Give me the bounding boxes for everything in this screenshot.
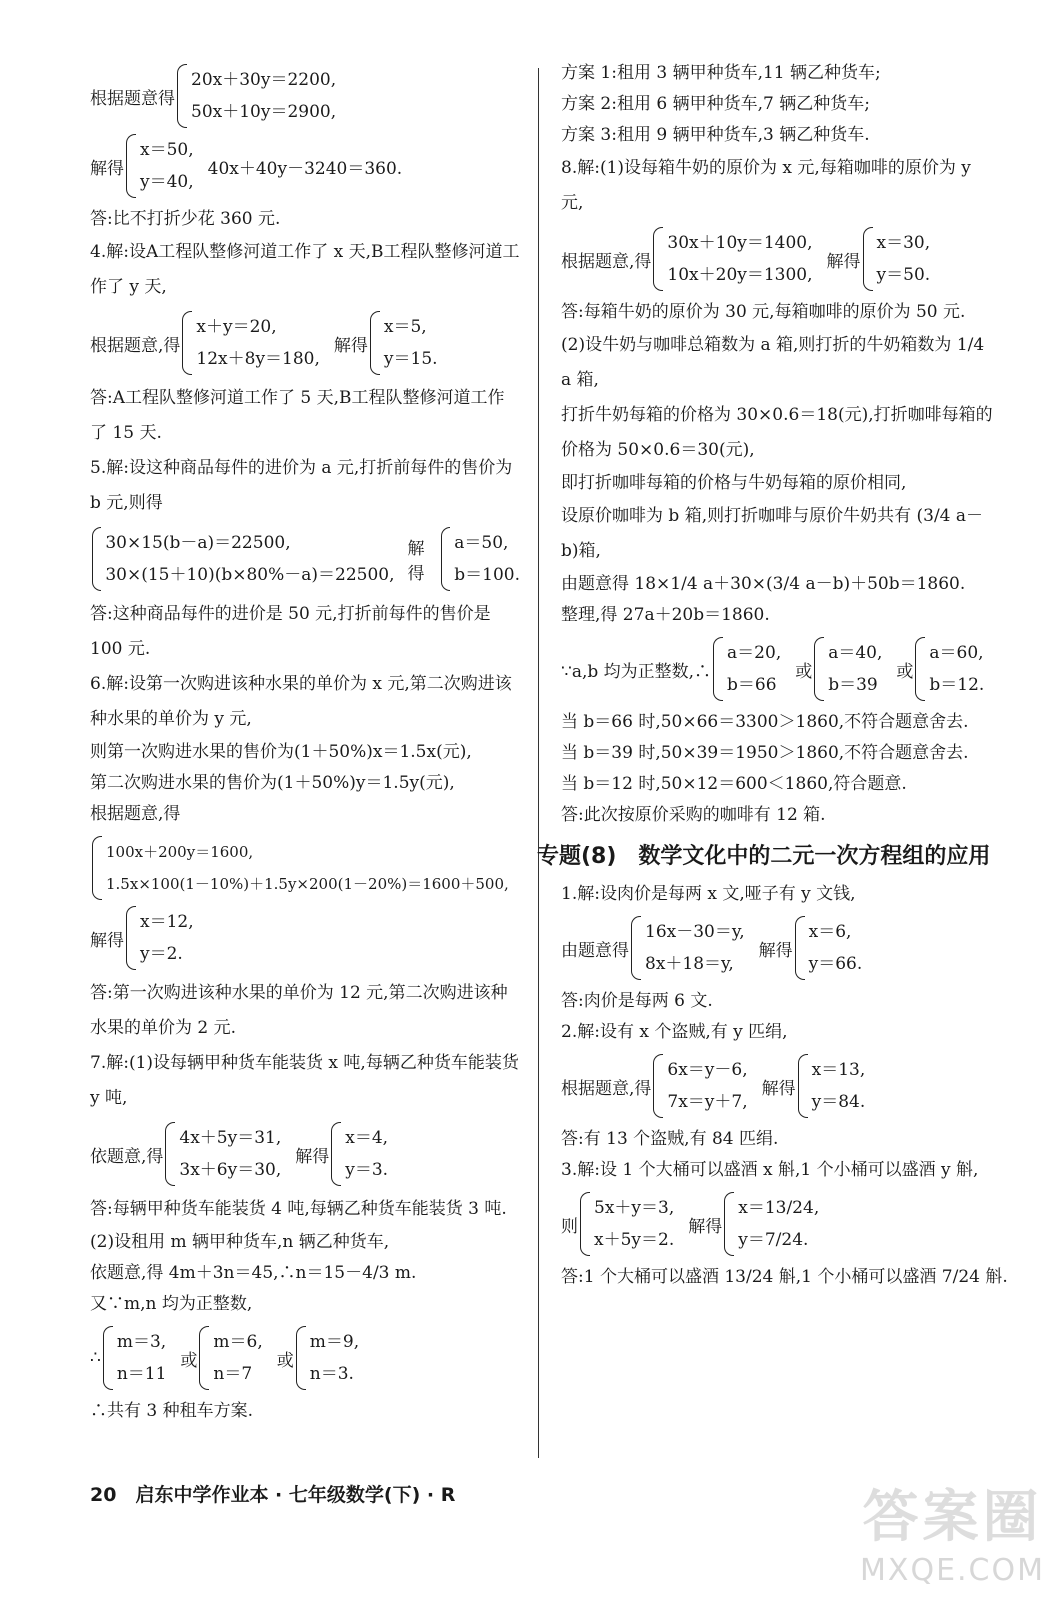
equation: 100x＋200y＝1600, <box>106 843 254 861</box>
problem-6: 6.解:设第一次购进该种水果的单价为 x 元,第二次购进该种水果的单价为 y 元, <box>90 674 512 729</box>
equation: x＝30, <box>876 233 931 253</box>
equation: 7x＝y＋7, <box>667 1092 748 1112</box>
equation-system <box>90 527 520 591</box>
answer-line: 答:第一次购进该种水果的单价为 12 元,第二次购进该种水果的单价为 2 元. <box>90 983 508 1038</box>
equation: x＝6, <box>808 922 852 942</box>
brace <box>441 527 450 591</box>
brace <box>580 1192 590 1256</box>
equation: 1.5x×100(1－10%)＋1.5y×200(1－20%)＝1600＋500, <box>106 875 509 893</box>
equation: x＋y＝20, <box>196 317 277 337</box>
equation-system <box>561 916 993 980</box>
answer-line: 答:每箱牛奶的原价为 30 元,每箱咖啡的原价为 50 元. <box>561 302 966 322</box>
brace <box>863 227 873 291</box>
equation: 30×(15＋10)(b×80%－a)＝22500, <box>105 565 395 585</box>
text-line: 或 <box>180 1350 198 1371</box>
text-line: 即打折咖啡每箱的价格与牛奶每箱的原价相同, <box>561 473 907 493</box>
brace <box>795 916 805 980</box>
brace <box>653 1054 663 1118</box>
text-line: 根据题意,得 <box>90 804 181 824</box>
equation: x＝13/24, <box>738 1198 820 1218</box>
text-line: ∴共有 3 种租车方案. <box>90 1401 254 1421</box>
equation: b＝12. <box>929 675 985 695</box>
equation: n＝3. <box>309 1364 354 1384</box>
brace <box>177 64 187 128</box>
equation-system <box>90 134 520 198</box>
equation: y＝50. <box>876 265 931 285</box>
equation-system <box>90 836 520 900</box>
text-line: 解得 <box>90 930 124 951</box>
equation: y＝40, <box>140 172 194 192</box>
equation: x＋5y＝2. <box>594 1230 675 1250</box>
problem-2: 2.解:设有 x 个盗贼,有 y 匹绢, <box>561 1022 788 1042</box>
brace <box>724 1192 734 1256</box>
equation: 30×15(b－a)＝22500, <box>105 533 291 553</box>
equation-system <box>561 227 993 291</box>
page-footer: 20 启东中学作业本 · 七年级数学(下) · R <box>90 1484 456 1506</box>
text-line: 根据题意,得 <box>90 335 181 356</box>
equation: y＝3. <box>345 1160 389 1180</box>
left-column <box>90 58 520 1427</box>
answer-line: 答:肉价是每两 6 文. <box>561 991 713 1011</box>
equation: 20x＋30y＝2200, <box>191 70 337 90</box>
equation-system <box>90 64 520 128</box>
equation: y＝66. <box>808 954 863 974</box>
text-line: 又∵m,n 均为正整数, <box>90 1294 253 1314</box>
equation: a＝40, <box>828 643 883 663</box>
brace <box>915 637 925 701</box>
problem-3: 3.解:设 1 个大桶可以盛酒 x 斛,1 个小桶可以盛酒 y 斛, <box>561 1160 979 1180</box>
equation: 50x＋10y＝2900, <box>191 102 337 122</box>
equation-system <box>561 637 993 701</box>
text-line: 根据题意,得 <box>561 251 652 272</box>
text-line: 解得 <box>295 1146 330 1167</box>
equation: y＝15. <box>383 349 438 369</box>
brace <box>103 1326 113 1390</box>
equation: x＝50, <box>140 140 194 160</box>
text-line: ∴ <box>90 1348 101 1368</box>
equation: 5x＋y＝3, <box>594 1198 675 1218</box>
brace <box>92 527 101 591</box>
brace <box>165 1122 175 1186</box>
text-line: 由题意得 <box>561 940 629 961</box>
problem-4: 4.解:设A工程队整修河道工作了 x 天,B工程队整修河道工作了 y 天, <box>90 242 520 297</box>
problem-1: 1.解:设肉价是每两 x 文,哑子有 y 文钱, <box>561 884 856 904</box>
watermark-logo <box>860 1473 1045 1588</box>
equation: b＝39 <box>828 675 878 695</box>
equation-system <box>90 1326 520 1390</box>
problem-8: 8.解:(1)设每箱牛奶的原价为 x 元,每箱咖啡的原价为 y 元, <box>561 158 971 213</box>
brace <box>814 637 824 701</box>
equation: a＝60, <box>929 643 984 663</box>
text-line: 或 <box>896 661 914 682</box>
text-line: 当 b＝39 时,50×39＝1950＞1860,不符合题意舍去. <box>561 743 969 763</box>
equation: 6x＝y－6, <box>667 1060 748 1080</box>
equation: m＝9, <box>309 1332 360 1352</box>
text-line: 解得 <box>826 251 861 272</box>
brace <box>182 311 192 375</box>
equation: 30x＋10y＝1400, <box>667 233 813 253</box>
text-line: 依题意,得 <box>90 1146 164 1167</box>
brace <box>653 227 663 291</box>
text-line: 当 b＝12 时,50×12＝600＜1860,符合题意. <box>561 774 907 794</box>
text-line: 根据题意,得 <box>561 1078 652 1099</box>
text-line: 解得 <box>90 158 124 179</box>
equation: x＝13, <box>811 1060 866 1080</box>
text-line: 打折牛奶每箱的价格为 30×0.6＝18(元),打折咖啡每箱的价格为 50×0.6＝30(元), <box>561 405 993 460</box>
watermark-url: MXQE.COM <box>860 1553 1045 1588</box>
text-line: 当 b＝66 时,50×66＝3300＞1860,不符合题意舍去. <box>561 712 969 732</box>
answer-line: 答:比不打折少花 360 元. <box>90 209 281 229</box>
text-line: 设原价咖啡为 b 箱,则打折咖啡与原价牛奶共有 (3/4 a－b)箱, <box>561 506 984 561</box>
text-line: 则第一次购进水果的售价为(1＋50%)x＝1.5x(元), <box>90 742 472 762</box>
equation: 3x＋6y＝30, <box>179 1160 282 1180</box>
equation: y＝84. <box>811 1092 866 1112</box>
equation: n＝7 <box>213 1364 253 1384</box>
text-line: 方案 3:租用 9 辆甲种货车,3 辆乙种货车. <box>561 125 870 145</box>
equation: n＝11 <box>116 1364 167 1384</box>
equation: 10x＋20y＝1300, <box>667 265 813 285</box>
equation: 4x＋5y＝31, <box>179 1128 282 1148</box>
brace <box>331 1122 341 1186</box>
answer-line: 答:有 13 个盗贼,有 84 匹绢. <box>561 1129 779 1149</box>
equation: m＝6, <box>213 1332 263 1352</box>
answer-line: 答:每辆甲种货车能装货 4 吨,每辆乙种货车能装货 3 吨. <box>90 1199 507 1219</box>
brace <box>199 1326 209 1390</box>
text-line: 解得 <box>761 1078 796 1099</box>
text-line: 解得 <box>758 940 793 961</box>
brace <box>296 1326 306 1390</box>
text-line: 整理,得 27a＋20b＝1860. <box>561 605 770 625</box>
text-line: 依题意,得 4m＋3n＝45,∴n＝15－4/3 m. <box>90 1263 417 1283</box>
equation-system <box>561 1192 993 1256</box>
equation: b＝66 <box>727 675 777 695</box>
equation: b＝100. <box>454 565 520 585</box>
brace <box>126 134 136 198</box>
text-line: 方案 1:租用 3 辆甲种货车,11 辆乙种货车; <box>561 63 881 83</box>
equation: 40x＋40y－3240＝360. <box>207 158 403 179</box>
text-line: 或 <box>795 661 813 682</box>
equation-system <box>90 906 520 970</box>
brace <box>798 1054 808 1118</box>
watermark-text: 答案圈 <box>862 1485 1043 1550</box>
equation-system <box>561 1054 993 1118</box>
text-line: 或 <box>276 1350 294 1371</box>
equation: 8x＋18＝y, <box>645 954 734 974</box>
answer-line: 答:A工程队整修河道工作了 5 天,B工程队整修河道工作了 15 天. <box>90 388 505 443</box>
equation: m＝3, <box>116 1332 167 1352</box>
equation: y＝2. <box>140 944 183 964</box>
equation: a＝50, <box>454 533 509 553</box>
equation-system <box>90 1122 520 1186</box>
text-line: 则 <box>561 1216 578 1237</box>
equation: 16x－30＝y, <box>645 922 745 942</box>
brace <box>713 637 723 701</box>
text-line: 第二次购进水果的售价为(1＋50%)y＝1.5y(元), <box>90 773 455 793</box>
equation: a＝20, <box>727 643 782 663</box>
equation-system <box>90 311 520 375</box>
text-line: 解得 <box>688 1216 723 1237</box>
answer-line: 答:此次按原价采购的咖啡有 12 箱. <box>561 805 826 825</box>
brace <box>126 906 136 970</box>
text-line: 方案 2:租用 6 辆甲种货车,7 辆乙种货车; <box>561 94 870 114</box>
text-line: 由题意得 18×1/4 a＋30×(3/4 a－b)＋50b＝1860. <box>561 574 966 594</box>
equation: 12x＋8y＝180, <box>196 349 320 369</box>
text-line: (2)设租用 m 辆甲种货车,n 辆乙种货车, <box>90 1232 390 1252</box>
text-line: 根据题意得 <box>90 88 175 109</box>
equation: y＝7/24. <box>738 1230 809 1250</box>
text-line: ∵a,b 均为正整数,∴ <box>561 661 712 682</box>
text-line: 解得 <box>407 539 425 584</box>
section-heading: 专题(8) 数学文化中的二元一次方程组的应用 <box>537 844 991 869</box>
brace <box>92 836 102 900</box>
answer-line: 答:1 个大桶可以盛酒 13/24 斛,1 个小桶可以盛酒 7/24 斛. <box>561 1267 1008 1287</box>
column-divider <box>538 68 539 1458</box>
brace <box>631 916 641 980</box>
brace <box>370 311 380 375</box>
answer-line: 答:这种商品每件的进价是 50 元,打折前每件的售价是 100 元. <box>90 604 491 659</box>
problem-7: 7.解:(1)设每辆甲种货车能装货 x 吨,每辆乙种货车能装货 y 吨, <box>90 1053 519 1108</box>
text-line: 解得 <box>333 335 368 356</box>
problem-5: 5.解:设这种商品每件的进价为 a 元,打折前每件的售价为 b 元,则得 <box>90 458 513 513</box>
equation: x＝5, <box>383 317 427 337</box>
equation: x＝12, <box>140 912 194 932</box>
equation: x＝4, <box>345 1128 389 1148</box>
right-column <box>537 58 1008 1293</box>
text-line: (2)设牛奶与咖啡总箱数为 a 箱,则打折的牛奶箱数为 1/4 a 箱, <box>561 335 985 390</box>
